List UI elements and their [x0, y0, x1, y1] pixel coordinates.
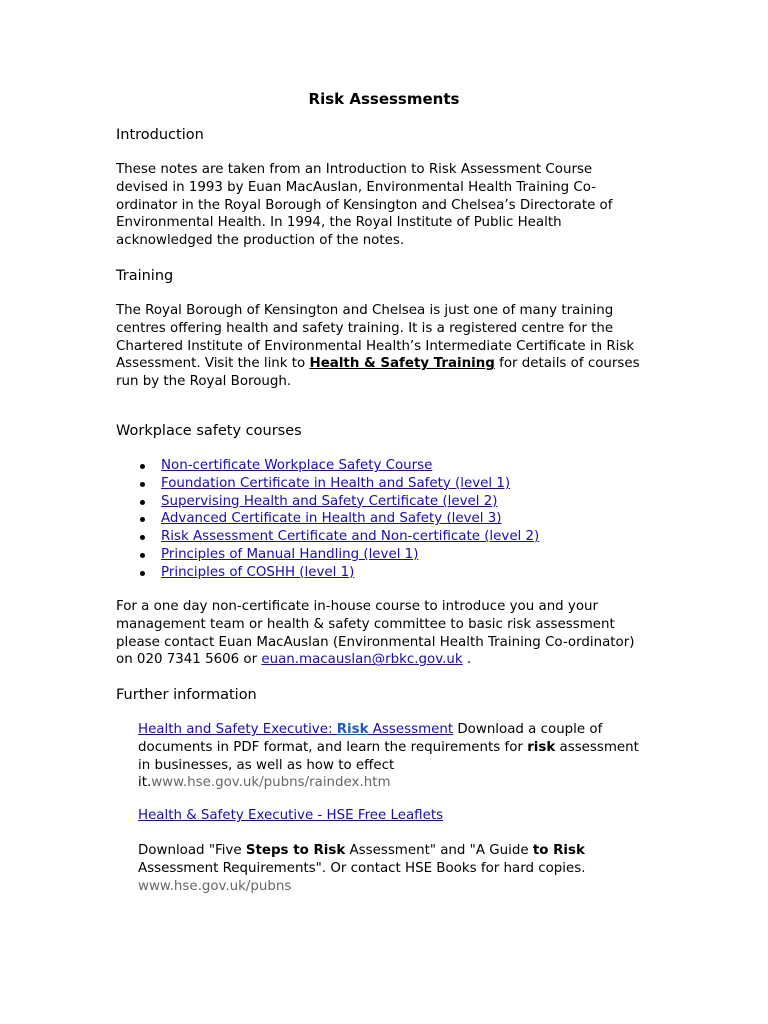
further-line: [138, 807, 678, 825]
further-heading: Further information: [116, 687, 257, 703]
hse-pubns-url: www.hse.gov.uk/pubns: [138, 878, 292, 894]
training-line: The Royal Borough of Kensington and Chelsea is just one of many training: [116, 303, 614, 318]
further-text: it.: [138, 775, 152, 791]
further-line: in businesses, as well as how to effect: [138, 757, 395, 773]
introduction-line: devised in 1993 by Euan MacAuslan, Environmental Health Training Co-: [116, 179, 597, 195]
hse-url: www.hse.gov.uk/pubns/raindex.htm: [151, 775, 391, 791]
contact-line: please contact Euan MacAuslan (Environmental Health Training Co-ordinator): [116, 634, 635, 650]
further-text: Download a couple of: [453, 722, 603, 737]
further-text: assessment: [555, 739, 639, 755]
contact-line: [116, 651, 661, 669]
further-line: Assessment Requirements". Or contact HSE Books for hard copies.: [138, 860, 586, 876]
contact-line: For a one day non-certificate in-house course to introduce you and your: [116, 599, 599, 614]
further-text: Download "Five: [138, 843, 246, 858]
list-item: [134, 564, 539, 582]
further-line: [138, 739, 678, 757]
list-item: [134, 475, 539, 493]
health-safety-training-link[interactable]: Health & Safety Training: [309, 356, 495, 372]
further-item-leaflets: [138, 807, 678, 825]
further-item-download: [138, 842, 678, 895]
training-text: for details of courses: [494, 356, 640, 372]
bullet-icon: [140, 517, 145, 522]
further-text-bold: risk: [527, 739, 556, 755]
further-text: documents in PDF format, and learn the requirements for: [138, 739, 528, 755]
training-line: run by the Royal Borough.: [116, 374, 292, 390]
introduction-line: These notes are taken from an Introduction to Risk Assessment Course: [116, 162, 593, 177]
training-text: Assessment. Visit the link to: [116, 356, 310, 372]
list-item: [134, 546, 539, 564]
workplace-heading: Workplace safety courses: [116, 423, 302, 439]
course-link[interactable]: Principles of Manual Handling (level 1): [161, 546, 419, 562]
list-item: [134, 528, 539, 546]
bullet-icon: [140, 500, 145, 505]
introduction-heading: Introduction: [116, 127, 204, 143]
introduction-line: ordinator in the Royal Borough of Kensington and Chelsea’s Directorate of: [116, 197, 613, 213]
introduction-line: acknowledged the production of the notes.: [116, 233, 405, 249]
course-link[interactable]: Supervising Health and Safety Certificate (level 2): [161, 493, 498, 509]
list-item: [134, 457, 539, 475]
hse-risk-assessment-link[interactable]: [138, 722, 453, 737]
bullet-icon: [140, 482, 145, 487]
further-item-risk-assessment: [138, 721, 678, 792]
bullet-icon: [140, 571, 145, 576]
training-line: Chartered Institute of Environmental Health’s Intermediate Certificate in Risk: [116, 338, 635, 354]
introduction-paragraph: [116, 161, 661, 250]
link-text-bold: Risk: [336, 722, 369, 737]
course-link[interactable]: Foundation Certificate in Health and Safety (level 1): [161, 475, 511, 491]
contact-text: .: [462, 652, 472, 668]
bullet-icon: [140, 464, 145, 469]
link-text: Health and Safety Executive:: [138, 722, 337, 737]
further-text-bold: Steps to Risk: [245, 843, 346, 858]
training-heading: Training: [116, 268, 174, 284]
contact-paragraph: [116, 598, 661, 669]
page-title: Risk Assessments: [308, 90, 460, 108]
course-link[interactable]: Non-certificate Workplace Safety Course: [161, 458, 433, 473]
list-item: [134, 510, 539, 528]
course-link[interactable]: Advanced Certificate in Health and Safety (level 3): [161, 511, 502, 527]
course-link[interactable]: Principles of COSHH (level 1): [161, 564, 355, 580]
bullet-icon: [140, 535, 145, 540]
training-paragraph: [116, 302, 661, 391]
further-line: [138, 774, 678, 792]
contact-line: management team or health & safety committee to basic risk assessment: [116, 616, 615, 632]
link-text: Assessment: [368, 722, 454, 737]
further-line: [138, 842, 678, 860]
bullet-icon: [140, 553, 145, 558]
training-line: [116, 355, 661, 373]
further-text-bold: to Risk: [532, 843, 585, 858]
email-link[interactable]: euan.macauslan@rbkc.gov.uk: [261, 652, 463, 668]
hse-free-leaflets-link[interactable]: Health & Safety Executive - HSE Free Leaflets: [138, 808, 444, 823]
list-item: [134, 493, 539, 511]
further-text: Assessment" and "A Guide: [345, 843, 533, 858]
introduction-line: Environmental Health. In 1994, the Royal Institute of Public Health: [116, 215, 562, 231]
course-list: [134, 457, 539, 582]
further-line: [138, 721, 678, 739]
training-line: centres offering health and safety training. It is a registered centre for the: [116, 320, 614, 336]
contact-text: on 020 7341 5606 or: [116, 652, 262, 668]
course-link[interactable]: Risk Assessment Certificate and Non-certificate (level 2): [161, 529, 540, 545]
